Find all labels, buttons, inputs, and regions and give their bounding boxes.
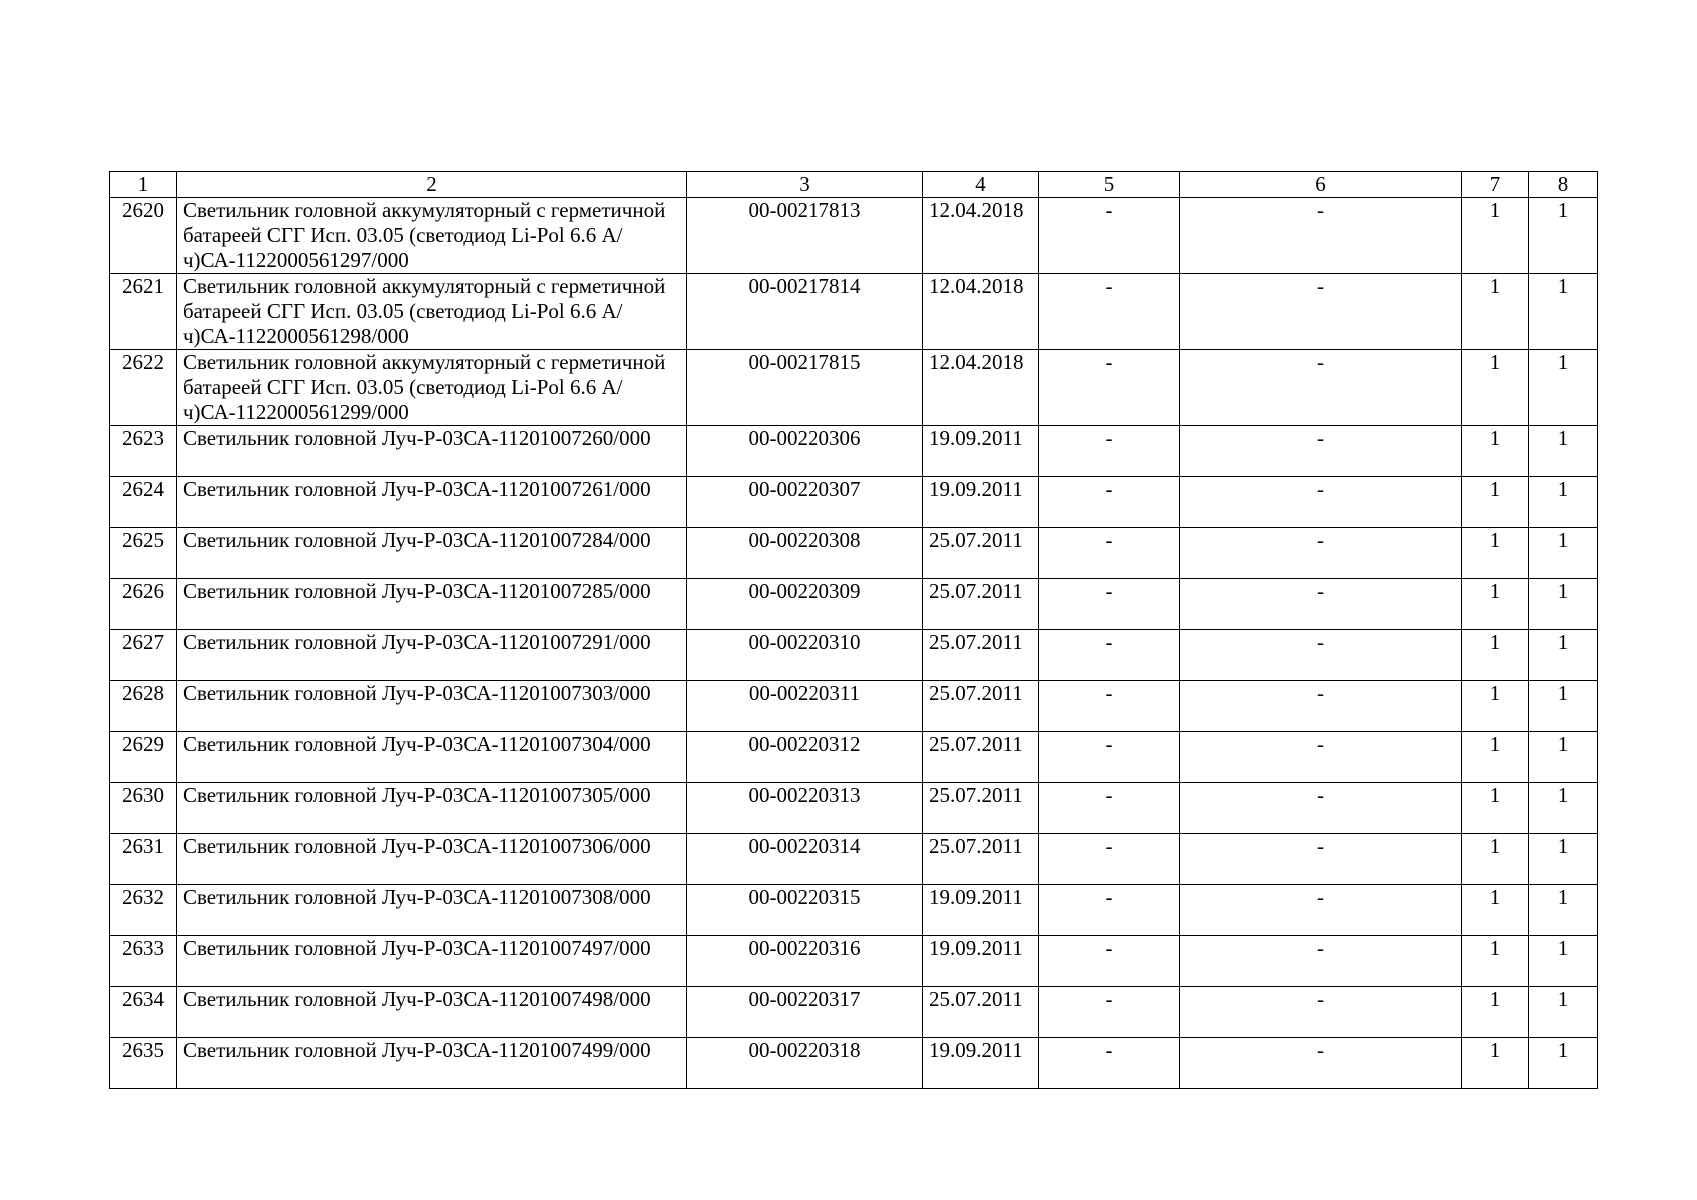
column-7-cell: 1: [1462, 274, 1529, 350]
item-name: Светильник головной Луч-Р-03СА-11201007308/000: [177, 885, 687, 936]
row-number: 2622: [110, 350, 177, 426]
row-number: 2635: [110, 1038, 177, 1089]
inventory-code: 00-00217815: [687, 350, 923, 426]
table-row: [110, 579, 1598, 630]
column-6-cell: -: [1180, 274, 1462, 350]
column-8-cell: 1: [1529, 426, 1598, 477]
table-row: [110, 274, 1598, 350]
header-cell-7: 7: [1462, 172, 1529, 198]
column-5-cell: -: [1039, 426, 1180, 477]
table-row: [110, 885, 1598, 936]
inventory-code: 00-00220312: [687, 732, 923, 783]
date-cell: 19.09.2011: [923, 426, 1039, 477]
column-6-cell: -: [1180, 426, 1462, 477]
column-6-cell: -: [1180, 630, 1462, 681]
column-8-cell: 1: [1529, 885, 1598, 936]
inventory-code: 00-00220306: [687, 426, 923, 477]
inventory-code: 00-00220308: [687, 528, 923, 579]
date-cell: 25.07.2011: [923, 732, 1039, 783]
table-row: [110, 426, 1598, 477]
column-7-cell: 1: [1462, 198, 1529, 274]
column-8-cell: 1: [1529, 477, 1598, 528]
header-cell-5: 5: [1039, 172, 1180, 198]
table-row: [110, 528, 1598, 579]
header-row: [110, 172, 1598, 198]
date-cell: 25.07.2011: [923, 579, 1039, 630]
inventory-code: 00-00220309: [687, 579, 923, 630]
item-name: Светильник головной аккумуляторный с герметичной батареей СГГ Исп. 03.05 (светодиод Li-Pol 6.6 А/ч)СА-1122000561299/000: [177, 350, 687, 426]
column-7-cell: 1: [1462, 834, 1529, 885]
table-row: [110, 732, 1598, 783]
row-number: 2626: [110, 579, 177, 630]
item-name: Светильник головной Луч-Р-03СА-11201007304/000: [177, 732, 687, 783]
column-8-cell: 1: [1529, 528, 1598, 579]
column-5-cell: -: [1039, 732, 1180, 783]
date-cell: 12.04.2018: [923, 274, 1039, 350]
table-row: [110, 783, 1598, 834]
column-5-cell: -: [1039, 274, 1180, 350]
item-name: Светильник головной Луч-Р-03СА-11201007260/000: [177, 426, 687, 477]
date-cell: 19.09.2011: [923, 885, 1039, 936]
column-7-cell: 1: [1462, 885, 1529, 936]
row-number: 2624: [110, 477, 177, 528]
item-name: Светильник головной Луч-Р-03СА-11201007498/000: [177, 987, 687, 1038]
column-7-cell: 1: [1462, 579, 1529, 630]
column-8-cell: 1: [1529, 1038, 1598, 1089]
header-cell-3: 3: [687, 172, 923, 198]
row-number: 2628: [110, 681, 177, 732]
date-cell: 25.07.2011: [923, 681, 1039, 732]
item-name: Светильник головной Луч-Р-03СА-11201007291/000: [177, 630, 687, 681]
row-number: 2627: [110, 630, 177, 681]
column-7-cell: 1: [1462, 350, 1529, 426]
column-7-cell: 1: [1462, 477, 1529, 528]
item-name: Светильник головной Луч-Р-03СА-11201007305/000: [177, 783, 687, 834]
column-5-cell: -: [1039, 198, 1180, 274]
column-6-cell: -: [1180, 528, 1462, 579]
inventory-code: 00-00220313: [687, 783, 923, 834]
column-8-cell: 1: [1529, 936, 1598, 987]
table-row: [110, 198, 1598, 274]
column-7-cell: 1: [1462, 528, 1529, 579]
table-row: [110, 1038, 1598, 1089]
column-6-cell: -: [1180, 681, 1462, 732]
inventory-table: [109, 171, 1598, 1089]
column-8-cell: 1: [1529, 987, 1598, 1038]
item-name: Светильник головной Луч-Р-03СА-11201007497/000: [177, 936, 687, 987]
row-number: 2631: [110, 834, 177, 885]
table-row: [110, 834, 1598, 885]
column-6-cell: -: [1180, 834, 1462, 885]
row-number: 2620: [110, 198, 177, 274]
date-cell: 25.07.2011: [923, 783, 1039, 834]
column-6-cell: -: [1180, 936, 1462, 987]
column-5-cell: -: [1039, 834, 1180, 885]
item-name: Светильник головной Луч-Р-03СА-11201007303/000: [177, 681, 687, 732]
column-5-cell: -: [1039, 528, 1180, 579]
column-8-cell: 1: [1529, 350, 1598, 426]
inventory-code: 00-00220317: [687, 987, 923, 1038]
column-8-cell: 1: [1529, 630, 1598, 681]
column-5-cell: -: [1039, 936, 1180, 987]
column-7-cell: 1: [1462, 987, 1529, 1038]
date-cell: 12.04.2018: [923, 198, 1039, 274]
item-name: Светильник головной Луч-Р-03СА-11201007261/000: [177, 477, 687, 528]
inventory-code: 00-00217813: [687, 198, 923, 274]
item-name: Светильник головной Луч-Р-03СА-11201007284/000: [177, 528, 687, 579]
column-6-cell: -: [1180, 579, 1462, 630]
column-5-cell: -: [1039, 477, 1180, 528]
table-row: [110, 681, 1598, 732]
date-cell: 19.09.2011: [923, 477, 1039, 528]
table-row: [110, 477, 1598, 528]
item-name: Светильник головной Луч-Р-03СА-11201007499/000: [177, 1038, 687, 1089]
inventory-code: 00-00220316: [687, 936, 923, 987]
date-cell: 25.07.2011: [923, 987, 1039, 1038]
column-7-cell: 1: [1462, 732, 1529, 783]
table-body: [110, 198, 1598, 1089]
header-cell-8: 8: [1529, 172, 1598, 198]
table-row: [110, 936, 1598, 987]
item-name: Светильник головной аккумуляторный с герметичной батареей СГГ Исп. 03.05 (светодиод Li-Pol 6.6 А/ч)СА-1122000561297/000: [177, 198, 687, 274]
header-cell-6: 6: [1180, 172, 1462, 198]
column-5-cell: -: [1039, 350, 1180, 426]
header-cell-4: 4: [923, 172, 1039, 198]
item-name: Светильник головной Луч-Р-03СА-11201007306/000: [177, 834, 687, 885]
column-6-cell: -: [1180, 198, 1462, 274]
column-6-cell: -: [1180, 1038, 1462, 1089]
inventory-code: 00-00220311: [687, 681, 923, 732]
inventory-code: 00-00220314: [687, 834, 923, 885]
column-6-cell: -: [1180, 783, 1462, 834]
date-cell: 25.07.2011: [923, 528, 1039, 579]
column-8-cell: 1: [1529, 274, 1598, 350]
column-8-cell: 1: [1529, 198, 1598, 274]
column-5-cell: -: [1039, 579, 1180, 630]
row-number: 2633: [110, 936, 177, 987]
row-number: 2634: [110, 987, 177, 1038]
column-7-cell: 1: [1462, 783, 1529, 834]
column-8-cell: 1: [1529, 681, 1598, 732]
inventory-code: 00-00217814: [687, 274, 923, 350]
column-5-cell: -: [1039, 885, 1180, 936]
date-cell: 25.07.2011: [923, 834, 1039, 885]
column-8-cell: 1: [1529, 783, 1598, 834]
table-row: [110, 350, 1598, 426]
row-number: 2630: [110, 783, 177, 834]
date-cell: 19.09.2011: [923, 1038, 1039, 1089]
column-8-cell: 1: [1529, 834, 1598, 885]
column-5-cell: -: [1039, 681, 1180, 732]
date-cell: 12.04.2018: [923, 350, 1039, 426]
column-6-cell: -: [1180, 987, 1462, 1038]
column-8-cell: 1: [1529, 732, 1598, 783]
row-number: 2621: [110, 274, 177, 350]
column-6-cell: -: [1180, 732, 1462, 783]
date-cell: 25.07.2011: [923, 630, 1039, 681]
inventory-code: 00-00220307: [687, 477, 923, 528]
column-5-cell: -: [1039, 783, 1180, 834]
column-6-cell: -: [1180, 350, 1462, 426]
inventory-code: 00-00220318: [687, 1038, 923, 1089]
column-5-cell: -: [1039, 1038, 1180, 1089]
table-row: [110, 987, 1598, 1038]
table-row: [110, 630, 1598, 681]
item-name: Светильник головной аккумуляторный с герметичной батареей СГГ Исп. 03.05 (светодиод Li-Pol 6.6 А/ч)СА-1122000561298/000: [177, 274, 687, 350]
column-7-cell: 1: [1462, 630, 1529, 681]
column-7-cell: 1: [1462, 426, 1529, 477]
column-8-cell: 1: [1529, 579, 1598, 630]
column-7-cell: 1: [1462, 681, 1529, 732]
column-6-cell: -: [1180, 477, 1462, 528]
row-number: 2623: [110, 426, 177, 477]
inventory-code: 00-00220310: [687, 630, 923, 681]
row-number: 2632: [110, 885, 177, 936]
column-7-cell: 1: [1462, 1038, 1529, 1089]
column-7-cell: 1: [1462, 936, 1529, 987]
date-cell: 19.09.2011: [923, 936, 1039, 987]
header-cell-1: 1: [110, 172, 177, 198]
inventory-code: 00-00220315: [687, 885, 923, 936]
row-number: 2625: [110, 528, 177, 579]
column-5-cell: -: [1039, 630, 1180, 681]
header-cell-2: 2: [177, 172, 687, 198]
column-5-cell: -: [1039, 987, 1180, 1038]
column-6-cell: -: [1180, 885, 1462, 936]
table-header: [110, 172, 1598, 198]
item-name: Светильник головной Луч-Р-03СА-11201007285/000: [177, 579, 687, 630]
row-number: 2629: [110, 732, 177, 783]
